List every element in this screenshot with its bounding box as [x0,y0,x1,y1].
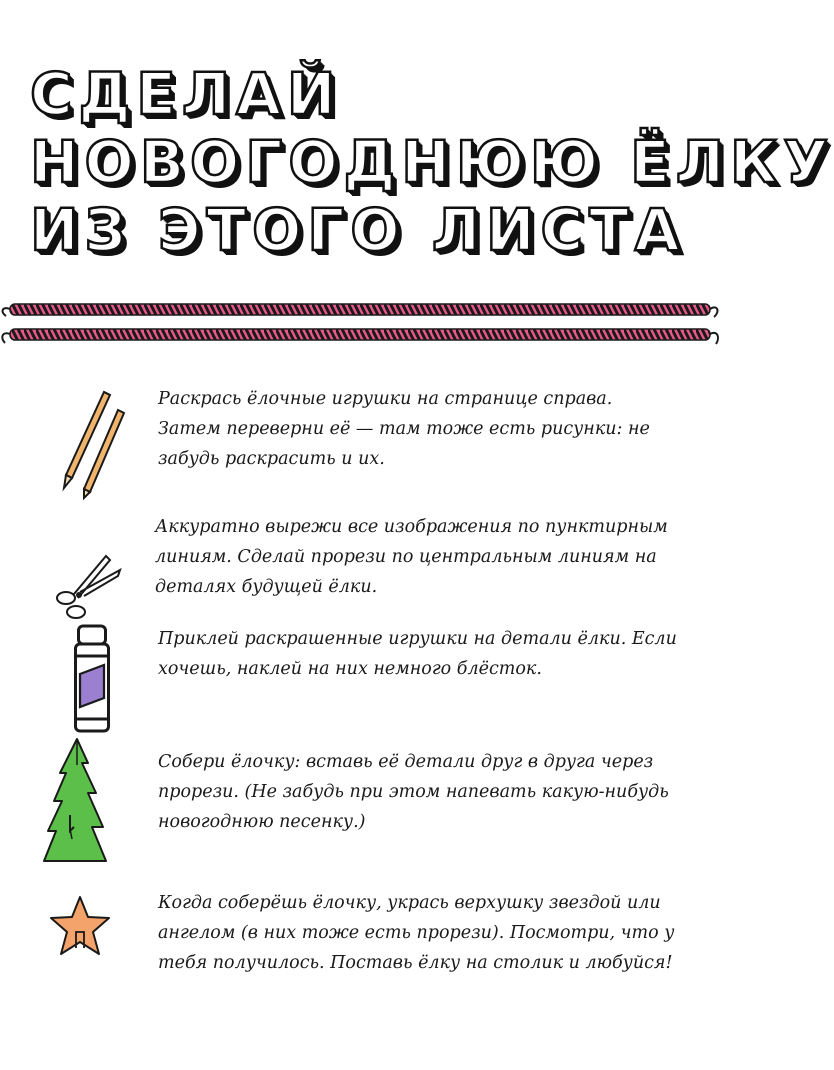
page-title [30,60,834,264]
step-3-text: Приклей раскрашенные игрушки на детали ёлки. Если хочешь, наклей на них немного блёсток. [158,629,677,679]
step-5-text: Когда соберёшь ёлочку, укрась верхушку звездой или ангелом (в них тоже есть прорези). Посмотри, что у тебя получилось. Поставь ёлку на столик и любуйся! [158,893,675,973]
title-line-3: ИЗ ЭТОГО ЛИСТА [30,196,686,264]
step-4-text: Собери ёлочку: вставь её детали друг в друга через прорези. (Не забудь при этом напевать какую-нибудь новогоднюю песенку.) [158,752,669,832]
title-line-2: НОВОГОДНЮЮ ЁЛКУ [30,128,834,196]
step-1-text: Раскрась ёлочные игрушки на странице справа. Затем переверни её — там тоже есть рисунки: не забудь раскрасить и их. [158,389,650,469]
christmas-tree-icon [40,735,110,865]
glue-stick-icon [52,620,132,740]
star-icon [48,894,112,958]
title-line-1: СДЕЛАЙ [30,60,342,128]
pencils-icon [48,380,128,500]
rope-divider-top [0,300,720,320]
rope-divider-bottom [0,326,720,346]
step-2-text: Аккуратно вырежи все изображения по пунктирным линиям. Сделай прорези по центральным линиям на деталях будущей ёлки. [155,517,668,597]
